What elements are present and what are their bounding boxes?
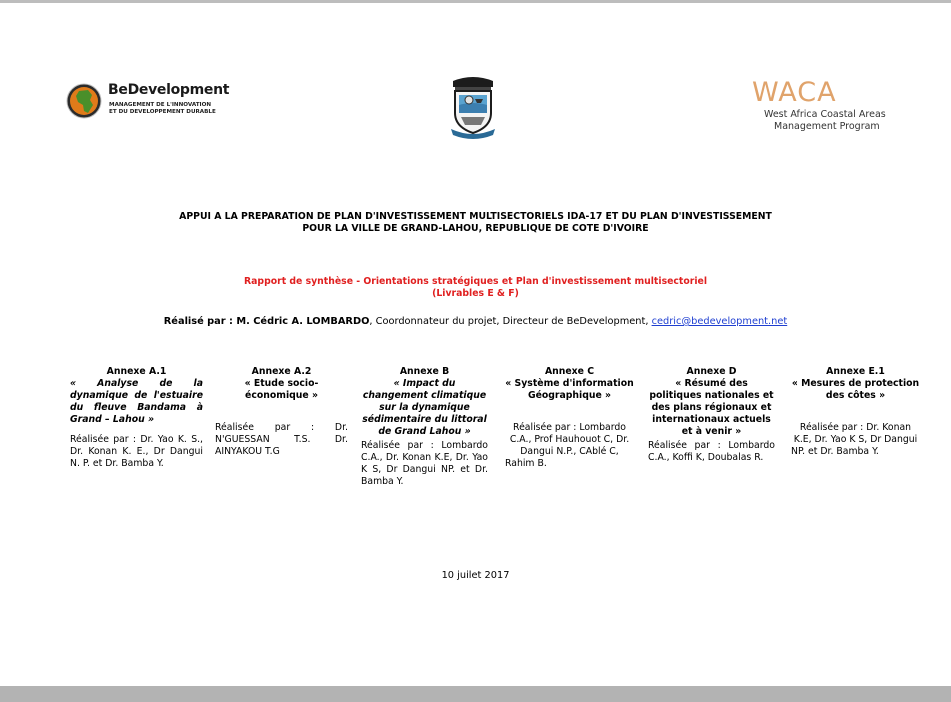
annex-description: « Mesures de protection des côtes »: [791, 378, 920, 401]
tagline-line-2: ET DU DEVELOPPEMENT DURABLE: [109, 109, 216, 115]
annex-heading: Annexe E.1: [826, 366, 885, 377]
title-line-2: POUR LA VILLE DE GRAND-LAHOU, REPUBLIQUE DE COTE D'IVOIRE: [302, 223, 649, 234]
annex-d: [648, 366, 775, 464]
annex-authors: Réalisée par : Dr. N'GUESSAN T.S. Dr. AINYAKOU T.G: [215, 422, 348, 457]
title-line-1: APPUI A LA PREPARATION DE PLAN D'INVESTISSEMENT MULTISECTORIELS IDA-17 ET DU PLAN D'INVESTISSEMENT: [179, 211, 772, 222]
email-link[interactable]: cedric@bedevelopment.net: [651, 316, 788, 327]
annex-authors: Réalisée par : Lombardo C.A., Dr. Konan K.E, Dr. Yao K S, Dr Dangui NP. et Dr. Bamba Y.: [361, 440, 488, 487]
realise-label: Réalisé par : M. Cédric A. LOMBARDO: [163, 316, 370, 327]
realise-par-line: [90, 315, 861, 328]
annex-b: [361, 366, 488, 488]
annex-e1: [791, 366, 920, 458]
annex-heading: Annexe D: [686, 366, 737, 377]
annex-heading: Annexe B: [399, 366, 450, 377]
annex-a1: [70, 366, 203, 470]
annex-authors: Réalisée par : Dr. Yao K. S., Dr. Konan K. E., Dr Dangui N. P. et Dr. Bamba Y.: [70, 434, 203, 469]
annex-heading: Annexe A.2: [251, 366, 312, 377]
annex-description: « Analyse de la dynamique de l'estuaire du fleuve Bandama à Grand – Lahou »: [70, 378, 203, 425]
waca-line-2: Management Program: [774, 121, 880, 132]
subtitle-line-2: (Livrables E & F): [432, 288, 519, 299]
annex-heading: Annexe C: [544, 366, 595, 377]
crest-emblem-icon: [447, 73, 499, 139]
annex-authors: Réalisée par : Lombardo C.A., Koffi K, Doubalas R.: [648, 440, 775, 463]
subtitle-line-1: Rapport de synthèse - Orientations stratégiques et Plan d'investissement multisectoriel: [243, 276, 708, 287]
annex-c: [505, 366, 634, 470]
realise-role: , Coordonnateur du projet, Directeur de BeDevelopment,: [369, 316, 652, 327]
bedevelopment-logo: [66, 81, 236, 125]
document-date: 10 juilet 2017: [441, 570, 510, 581]
bottom-border: [0, 686, 951, 702]
annex-authors: Réalisée par : Dr. Konan K.E, Dr. Yao K S, Dr Dangui NP. et Dr. Bamba Y.: [791, 422, 918, 457]
tagline-line-1: MANAGEMENT DE L'INNOVATION: [109, 102, 212, 108]
waca-logo: [748, 77, 898, 137]
globe-icon: [66, 83, 102, 119]
bedevelopment-tagline: [109, 102, 216, 116]
annex-description: « Etude socio-économique »: [244, 378, 319, 401]
annex-authors: Réalisée par : Lombardo C.A., Prof Hauhouot C, Dr. Dangui N.P., CAblé C, Rahim B.: [505, 422, 630, 469]
bedevelopment-brand: BeDevelopment: [108, 82, 230, 98]
document-page: [0, 3, 951, 686]
annex-a2: [215, 366, 348, 458]
document-title: [150, 211, 801, 235]
annex-description: « Système d'information Géographique »: [505, 378, 634, 401]
report-subtitle: [150, 276, 801, 300]
annex-description: « Impact du changement climatique sur la dynamique sédimentaire du littoral de Grand Lahou »: [362, 378, 487, 437]
waca-mark: WACA: [752, 77, 837, 108]
annex-description: « Résumé des politiques nationales et des plans régionaux et internationaux actuels et à venir »: [649, 378, 774, 437]
annex-heading: Annexe A.1: [106, 366, 167, 377]
waca-line-1: West Africa Coastal Areas: [764, 109, 886, 120]
